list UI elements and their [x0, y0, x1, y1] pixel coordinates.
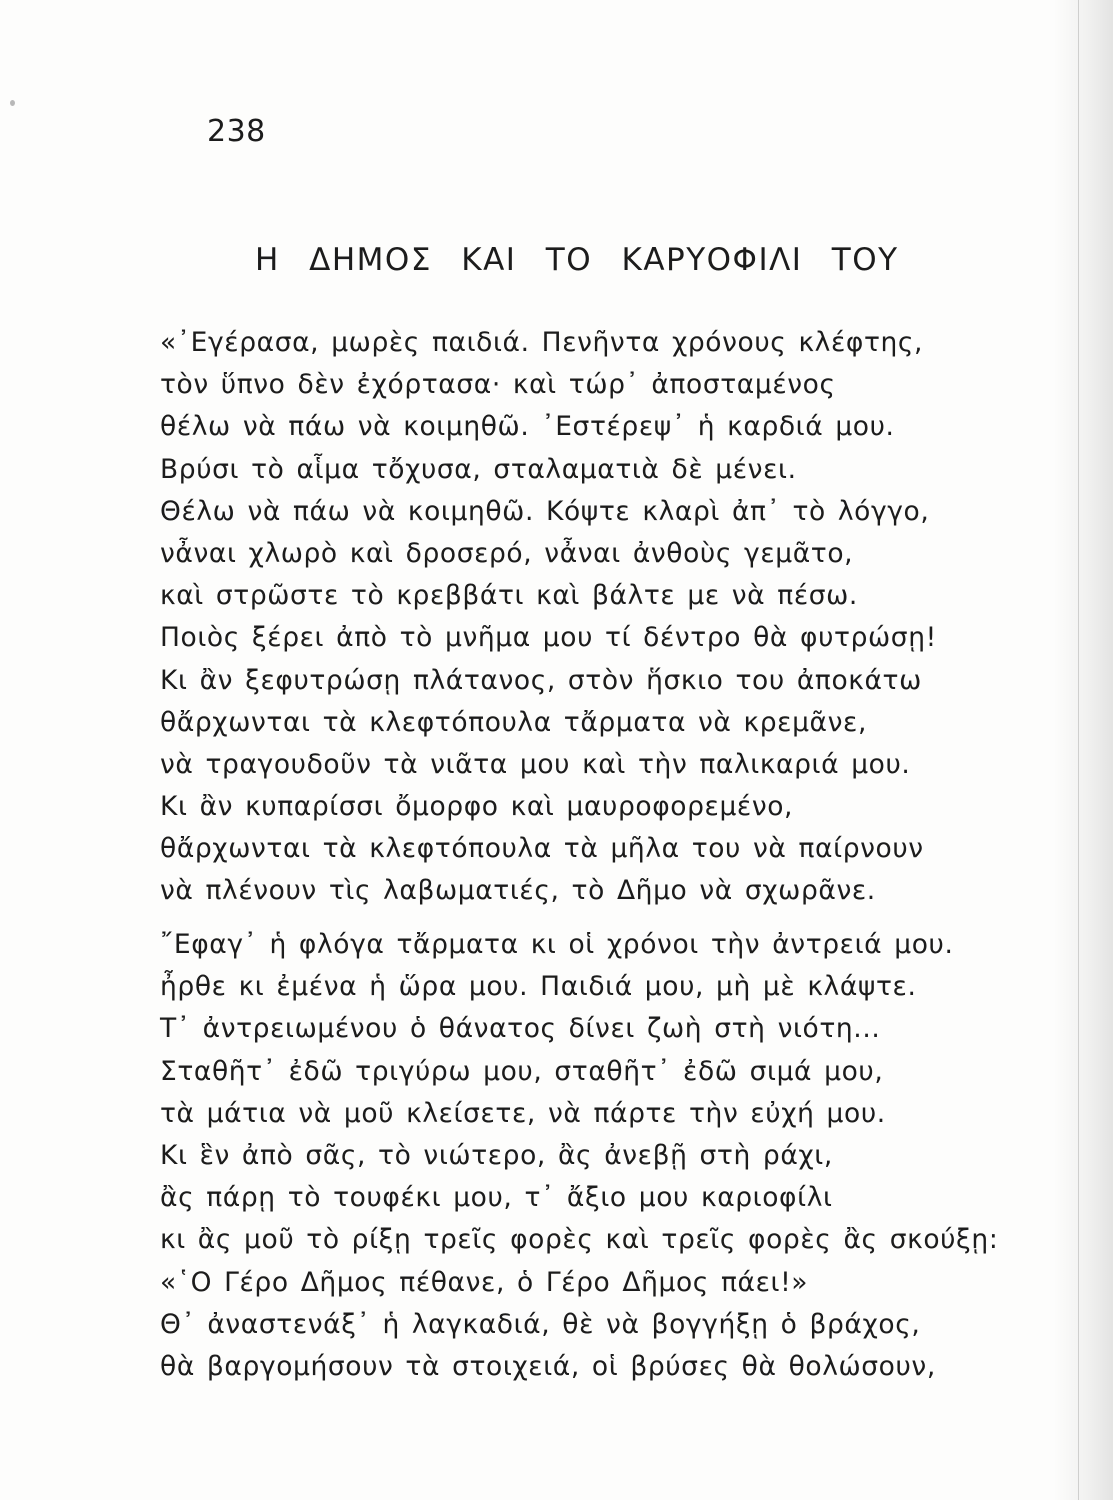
verse-line: θἄρχωνται τὰ κλεφτόπουλα τὰ μῆλα του νὰ παίρνουν — [160, 833, 924, 865]
verse-line: Σταθῆτ᾿ ἐδῶ τριγύρω μου, σταθῆτ᾿ ἐδῶ σιμά μου, — [160, 1055, 884, 1087]
verse-line: Ποιὸς ξέρει ἀπὸ τὸ μνῆμα μου τί δέντρο θὰ φυτρώσῃ! — [160, 622, 937, 654]
verse-line: «῾Ο Γέρο Δῆμος πέθανε, ὁ Γέρο Δῆμος πάει!» — [160, 1266, 809, 1298]
verse-line: Θέλω νὰ πάω νὰ κοιμηθῶ. Κόψτε κλαρὶ ἀπ᾿ τὸ λόγγο, — [160, 495, 930, 527]
stanza-1 — [160, 322, 1060, 913]
verse-line: Κι ἓν ἀπὸ σᾶς, τὸ νιώτερο, ἂς ἀνεβῇ στὴ ράχι, — [160, 1139, 833, 1171]
verse-line: κι ἂς μοῦ τὸ ρίξῃ τρεῖς φορὲς καὶ τρεῖς φορὲς ἂς σκούξῃ: — [160, 1224, 999, 1256]
verse-line: νὰ πλένουν τὶς λαβωματιές, τὸ Δῆμο νὰ σχωρᾶνε. — [160, 875, 876, 907]
verse-line: Τ᾿ ἀντρειωμένου ὁ θάνατος δίνει ζωὴ στὴ νιότη... — [160, 1013, 881, 1045]
verse-line: τὰ μάτια νὰ μοῦ κλείσετε, νὰ πάρτε τὴν εὐχή μου. — [160, 1097, 886, 1129]
verse-line: θὰ βαργομήσουν τὰ στοιχειά, οἱ βρύσες θὰ θολώσουν, — [160, 1350, 936, 1382]
verse-line: Κι ἂν ξεφυτρώσῃ πλάτανος, στὸν ἥσκιο του ἀποκάτω — [160, 664, 922, 696]
verse-line: ῎Εφαγ᾿ ἡ φλόγα τἄρματα κι οἱ χρόνοι τὴν ἀντρειά μου. — [160, 929, 954, 960]
verse-line: καὶ στρῶστε τὸ κρεββάτι καὶ βάλτε με νὰ πέσω. — [160, 580, 858, 612]
verse-line: θέλω νὰ πάω νὰ κοιμηθῶ. ᾿Εστέρεψ᾿ ἡ καρδιά μου. — [160, 411, 895, 443]
verse-line: ἂς πάρῃ τὸ τουφέκι μου, τ᾿ ἄξιο μου καριοφίλι — [160, 1182, 833, 1214]
verse-line: θἄρχωνται τὰ κλεφτόπουλα τἄρματα νὰ κρεμᾶνε, — [160, 706, 867, 738]
verse-line: νἆναι χλωρὸ καὶ δροσερό, νἆναι ἀνθοὺς γεμᾶτο, — [160, 537, 854, 569]
verse-line: νὰ τραγουδοῦν τὰ νιᾶτα μου καὶ τὴν παλικαριά μου. — [160, 748, 911, 780]
stanza-2 — [160, 924, 1060, 1388]
verse-line: Θ᾿ ἀναστενάξ᾿ ἡ λαγκαδιά, θὲ νὰ βογγήξῃ ὁ βράχος, — [160, 1308, 921, 1340]
page-number: 238 — [207, 114, 266, 149]
page-edge-shadow — [1053, 0, 1113, 1500]
scan-speck — [10, 100, 15, 106]
verse-line: Βρύσι τὸ αἷμα τὄχυσα, σταλαματιὰ δὲ μένει. — [160, 453, 797, 485]
page-edge-line — [1078, 0, 1079, 1500]
verse-line: ἦρθε κι ἐμένα ἡ ὥρα μου. Παιδιά μου, μὴ μὲ κλάψτε. — [160, 971, 917, 1003]
poem-title: Η ΔΗΜΟΣ ΚΑΙ ΤΟ ΚΑΡΥΟΦΙΛΙ ΤΟΥ — [255, 242, 899, 278]
verse-line: Κι ἂν κυπαρίσσι ὄμορφο καὶ μαυροφορεμένο, — [160, 791, 794, 823]
verse-line: τὸν ὕπνο δὲν ἐχόρτασα· καὶ τώρ᾿ ἀποσταμένος — [160, 369, 836, 401]
verse-line: «᾿Εγέρασα, μωρὲς παιδιά. Πενῆντα χρόνους κλέφτης, — [160, 327, 924, 358]
